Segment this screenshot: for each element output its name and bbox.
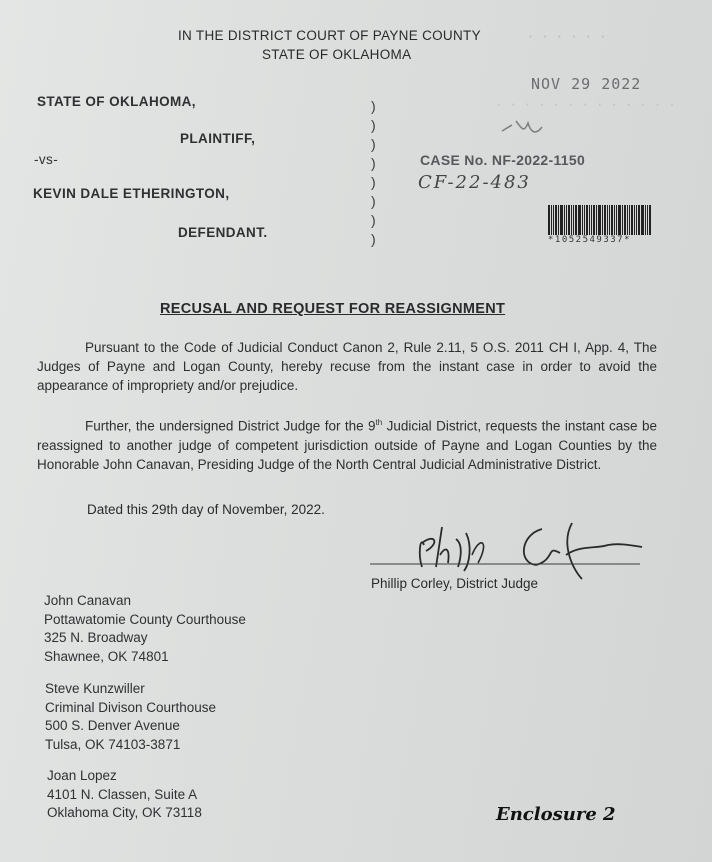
barcode-bar (566, 205, 567, 235)
case-number: CASE No. NF-2022-1150 (420, 152, 586, 168)
recipient-block-3 (47, 767, 202, 823)
barcode-bar (553, 205, 554, 235)
barcode-bar (582, 205, 583, 235)
recipient-address-line: Pottawatomie County Courthouse (44, 611, 246, 627)
document-title: RECUSAL AND REQUEST FOR REASSIGNMENT (160, 301, 506, 317)
barcode-bar (636, 205, 637, 235)
paragraph-reassignment-part1: Further, the undersigned District Judge for the 9 (85, 418, 376, 434)
plaintiff-name: STATE OF OKLAHOMA, (37, 94, 196, 109)
barcode-bar (589, 205, 590, 235)
recipient-address-line: Shawnee, OK 74801 (44, 648, 169, 664)
recipient-address-line: 500 S. Denver Avenue (45, 718, 180, 733)
barcode-bar (622, 205, 623, 235)
barcode-bar (555, 205, 557, 235)
barcode-bar (571, 205, 572, 235)
barcode-bar (614, 205, 615, 235)
barcode-bar (551, 205, 552, 235)
barcode-bar (573, 205, 574, 235)
barcode-bar (591, 205, 592, 235)
barcode-bar (611, 205, 613, 235)
barcode-bar (618, 205, 621, 235)
paragraph-reassignment-part2: Judicial District, requests the instant case be reassigned to another judge of competent jurisdiction outside of Payne and Logan Counties by the Honorable John Canavan, Presiding Judge of the North Central Judicial Administrative District. (37, 418, 657, 472)
barcode-bar (584, 205, 585, 235)
barcode-bar (575, 205, 577, 235)
ordinal-suffix: th (375, 418, 383, 427)
barcode-bar (645, 205, 646, 235)
barcode-bar (607, 205, 608, 235)
barcode (548, 205, 652, 245)
faded-clerk-stamp-line: · · · · · · · · · · · · · (495, 98, 676, 112)
barcode-bar (627, 205, 628, 235)
versus-label: -vs- (34, 152, 59, 167)
barcode-bar (560, 205, 563, 235)
barcode-bar (564, 205, 565, 235)
handwritten-case-number: CF-22-483 (418, 172, 531, 193)
recipient-name: John Canavan (44, 593, 132, 608)
barcode-bar (578, 205, 581, 235)
signature-name-line: Phillip Corley, District Judge (371, 576, 539, 591)
defendant-name: KEVIN DALE ETHERINGTON, (33, 186, 230, 201)
barcode-bar (593, 205, 595, 235)
recipient-address-line: 325 N. Broadway (44, 630, 148, 645)
dated-line: Dated this 29th day of November, 2022. (87, 502, 325, 517)
plaintiff-role: PLAINTIFF, (180, 131, 256, 146)
recipient-name: Joan Lopez (47, 768, 117, 783)
barcode-bar (604, 205, 606, 235)
recipient-address-line: Criminal Divison Courthouse (45, 699, 217, 715)
barcode-bars (548, 205, 652, 235)
barcode-bar (548, 205, 550, 235)
barcode-bar (629, 205, 630, 235)
court-state-line: STATE OF OKLAHOMA (262, 47, 412, 62)
barcode-bar (558, 205, 559, 235)
recipient-block-2 (45, 680, 216, 754)
court-name-line: IN THE DISTRICT COURT OF PAYNE COUNTY (178, 28, 481, 43)
barcode-bar (624, 205, 626, 235)
barcode-bar (631, 205, 633, 235)
recipient-address-line: Tulsa, OK 74103-3871 (45, 736, 181, 752)
recipient-block-1 (44, 592, 246, 666)
barcode-bar (602, 205, 603, 235)
paragraph-recusal: Pursuant to the Code of Judicial Conduct Canon 2, Rule 2.11, 5 O.S. 2011 CH I, App. 4, The Judges of Payne and Logan County, hereby recuse from the instant case in order to avoid the appearance of impropriety and/or prejudice. (37, 340, 657, 393)
barcode-bar (634, 205, 635, 235)
barcode-bar (647, 205, 648, 235)
barcode-bar (609, 205, 610, 235)
recipient-address-line: Oklahoma City, OK 73118 (47, 805, 202, 820)
paragraph-reassignment (37, 413, 657, 474)
barcode-number: *1052549337* (548, 235, 632, 245)
enclosure-label: Enclosure 2 (496, 804, 616, 825)
recipient-name: Steve Kunzwiller (45, 681, 145, 696)
recipient-address-line: 4101 N. Classen, Suite A (47, 786, 198, 802)
faded-stamp-mark: · · · · · · (527, 30, 607, 44)
barcode-bar (649, 205, 651, 235)
filed-date-stamp: NOV 29 2022 (531, 75, 642, 93)
clerk-initials-mark (498, 115, 558, 146)
caption-parentheses: ) ) ) ) ) ) ) ) (371, 98, 376, 247)
barcode-bar (568, 205, 570, 235)
defendant-role: DEFENDANT. (178, 225, 268, 240)
barcode-bar (641, 205, 644, 235)
barcode-bar (586, 205, 588, 235)
barcode-bar (616, 205, 617, 235)
barcode-bar (598, 205, 601, 235)
barcode-bar (596, 205, 597, 235)
barcode-bar (638, 205, 640, 235)
